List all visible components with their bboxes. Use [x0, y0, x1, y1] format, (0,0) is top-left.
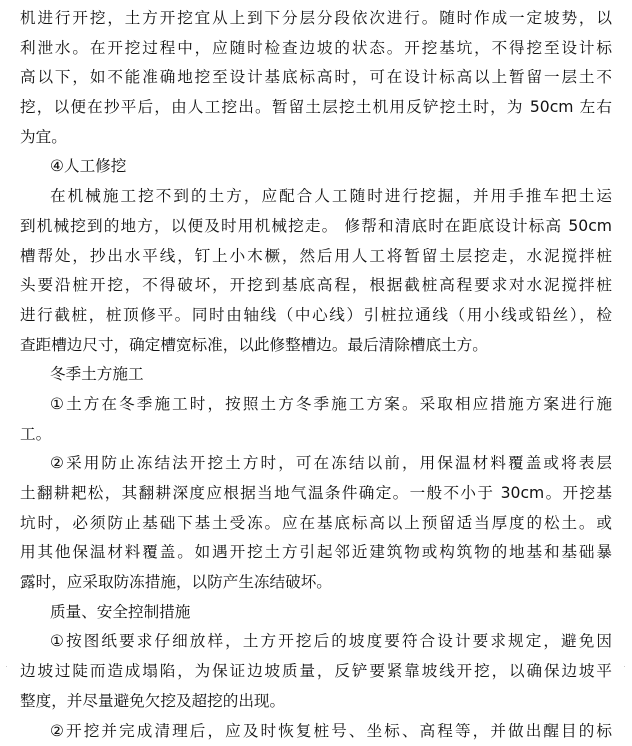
text-line: 为宜。 — [20, 123, 612, 153]
page-corner-mark — [6, 666, 7, 667]
text-line: 露时，应采取防冻措施，以防产生冻结破坏。 — [20, 568, 612, 598]
text-line: 查距槽边尺寸，确定槽宽标准，以此修整槽边。最后清除槽底土方。 — [20, 331, 612, 361]
text-line: 头要沿桩开挖，不得破坏，开挖到基底高程，根据截桩高程要求对水泥搅拌桩 — [20, 271, 612, 301]
text-line: 机进行开挖，土方开挖宜从上到下分层分段依次进行。随时作成一定坡势，以 — [20, 4, 612, 34]
text-line: 挖，以便在抄平后，由人工挖出。暂留土层挖土机用反铲挖土时，为 50cm 左右 — [20, 93, 612, 123]
text-line: 高以下，如不能准确地挖至设计基底标高时，可在设计标高以上暂留一层土不 — [20, 63, 612, 93]
text-line: 利泄水。在开挖过程中，应随时检查边坡的状态。开挖基坑，不得挖至设计标 — [20, 34, 612, 64]
text-line: 边坡过陡而造成塌陷，为保证边坡质量，反铲要紧靠坡线开挖，以确保边坡平 — [20, 657, 612, 687]
text-line: 在机械施工挖不到的土方，应配合人工随时进行挖掘，并用手推车把土运 — [20, 182, 612, 212]
text-line: 槽帮处，抄出水平线，钉上小木橛，然后用人工将暂留土层挖走，水泥搅拌桩 — [20, 242, 612, 272]
text-line: 坑时，必须防止基础下基土受冻。应在基底标高以上预留适当厚度的松土。或 — [20, 509, 612, 539]
text-line: 土翻耕耙松，其翻耕深度应根据当地气温条件确定。一般不小于 30cm。开挖基 — [20, 479, 612, 509]
document-body — [20, 4, 612, 746]
text-line: 到机械挖到的地方，以便及时用机械挖走。 修帮和清底时在距底设计标高 50cm — [20, 212, 612, 242]
text-line: 整度，并尽量避免欠挖及超挖的出现。 — [20, 687, 612, 717]
text-line: ①按图纸要求仔细放样，土方开挖后的坡度要符合设计要求规定，避免因 — [20, 627, 612, 657]
text-line: ①土方在冬季施工时，按照土方冬季施工方案。采取相应措施方案进行施 — [20, 390, 612, 420]
text-line: ④人工修挖 — [20, 152, 612, 182]
text-line: 冬季土方施工 — [20, 360, 612, 390]
text-line: ②采用防止冻结法开挖土方时，可在冻结以前，用保温材料覆盖或将表层 — [20, 449, 612, 479]
text-line: ②开挖并完成清理后，应及时恢复桩号、坐标、高程等，并做出醒目的标 — [20, 717, 612, 746]
text-line: 质量、安全控制措施 — [20, 598, 612, 628]
text-line: 工。 — [20, 420, 612, 450]
text-line: 用其他保温材料覆盖。如遇开挖土方引起邻近建筑物或构筑物的地基和基础暴 — [20, 538, 612, 568]
page-corner-mark — [624, 666, 625, 667]
text-line: 进行截桩，桩顶修平。同时由轴线（中心线）引桩拉通线（用小线或铅丝），检 — [20, 301, 612, 331]
